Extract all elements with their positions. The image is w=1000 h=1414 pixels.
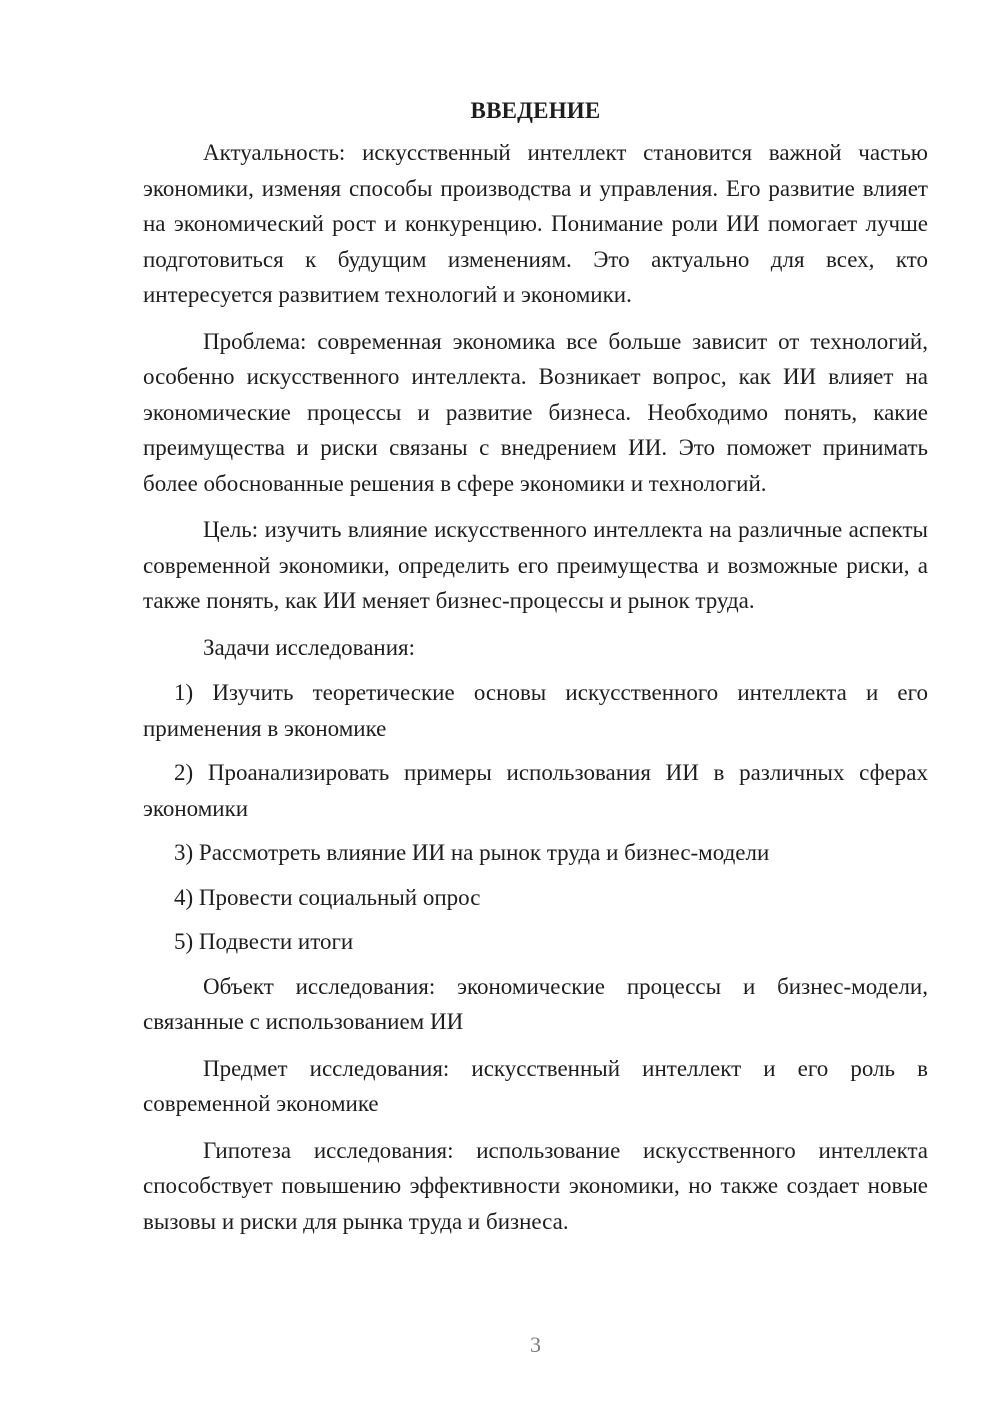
task-item: 3) Рассмотреть влияние ИИ на рынок труда и бизнес-модели xyxy=(174,840,770,865)
task-item: 4) Провести социальный опрос xyxy=(174,884,481,910)
object-paragraph: Объект исследования: экономические процессы и бизнес-модели, связанные с использованием ИИ xyxy=(143,973,928,1034)
subject-paragraph: Предмет исследования: искусственный интеллект и его роль в современной экономике xyxy=(143,1055,928,1116)
task-item: 1) Изучить теоретические основы искусственного интеллекта и его применения в экономике xyxy=(143,680,928,741)
problem-paragraph: Проблема: современная экономика все больше зависит от технологий, особенно искусственного интеллекта. Возникает вопрос, как ИИ влияет на экономические процессы и развитие бизнеса. Необходимо понять, какие преимущества и риски связаны с внедрением ИИ. Это поможет принимать более обоснованные решения в сфере экономики и технологий. xyxy=(143,328,928,496)
goal-paragraph: Цель: изучить влияние искусственного интеллекта на различные аспекты современной экономики, определить его преимущества и возможные риски, а также понять, как ИИ меняет бизнес-процессы и рынок труда. xyxy=(143,517,928,613)
page-number: 3 xyxy=(530,1332,541,1357)
relevance-paragraph: Актуальность: искусственный интеллект становится важной частью экономики, изменяя способы производства и управления. Его развитие влияет на экономический рост и конкуренцию. Понимание роли ИИ помогает лучше подготовиться к будущим изменениям. Это актуально для всех, кто интересуется развитием технологий и экономики. xyxy=(143,140,928,307)
tasks-heading: Задачи исследования: xyxy=(203,634,416,660)
task-item: 2) Проанализировать примеры использования ИИ в различных сферах экономики xyxy=(143,760,928,821)
tasks-list xyxy=(143,675,928,960)
page-title: ВВЕДЕНИЕ xyxy=(470,98,601,123)
task-item: 5) Подвести итоги xyxy=(174,929,354,954)
hypothesis-paragraph: Гипотеза исследования: использование искусственного интеллекта способствует повышению эффективности экономики, но также создает новые вызовы и риски для рынка труда и бизнеса. xyxy=(143,1137,928,1234)
document-page xyxy=(143,93,928,1250)
